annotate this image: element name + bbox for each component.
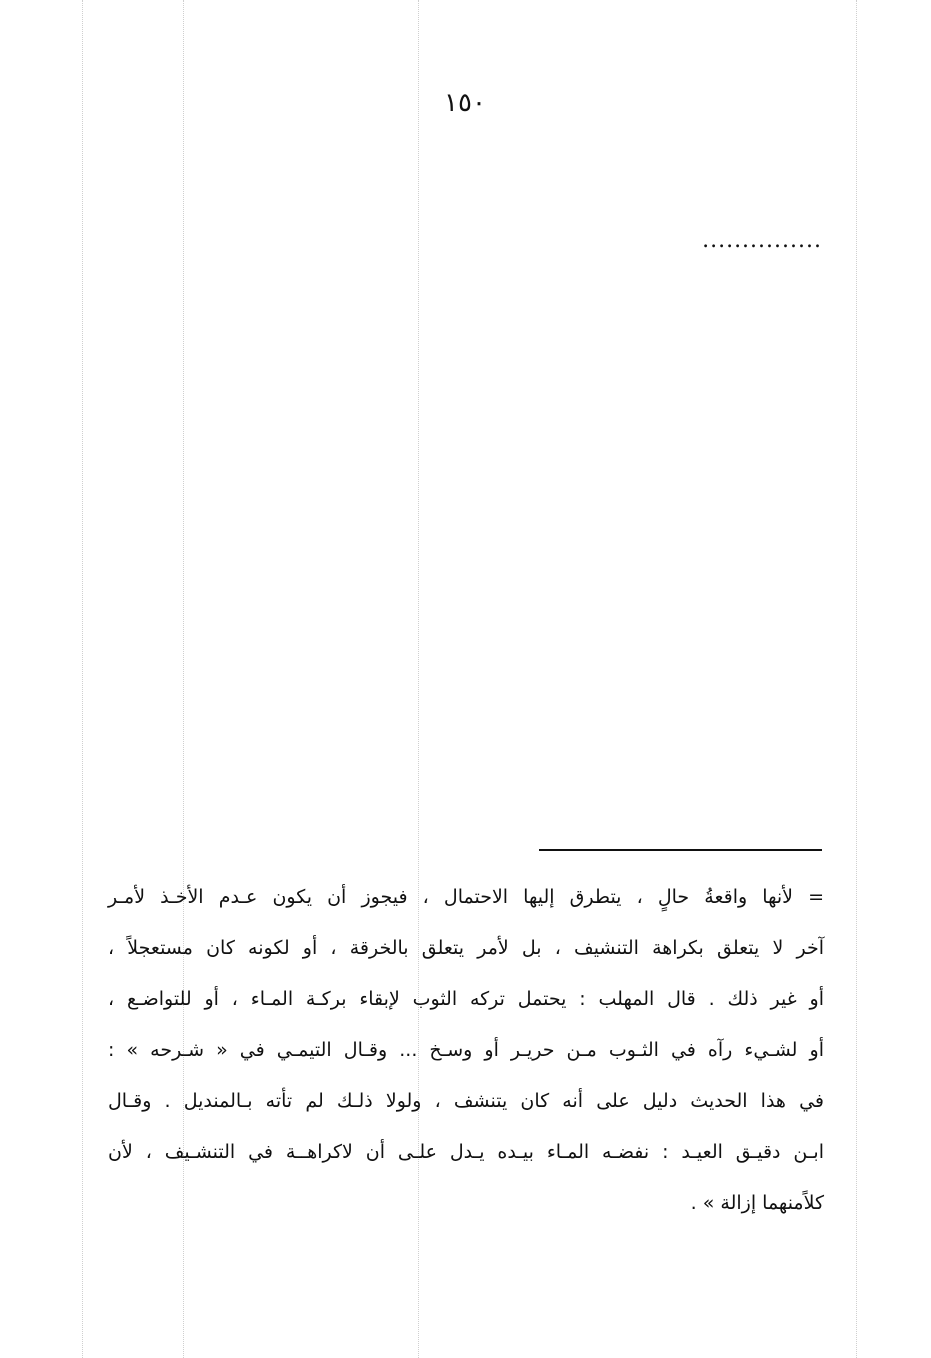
page-number: ١٥٠ <box>444 88 486 118</box>
footnote-line: أو غير ذلك . قال المهلب : يحتمل تركه الثوب لإبقاء بركـة المـاء ، أو للتواضـع ، <box>108 988 824 1010</box>
footnote-line: كلاًمنهما إزالة » . <box>690 1192 824 1214</box>
footnote-line: ابـن دقيـق العيـد : نفضـه المـاء بيـده يـدل علـى أن لاكراهــة في التنشـيف ، لأن <box>108 1141 824 1163</box>
footnote-block <box>108 874 824 1231</box>
footnote-line: في هذا الحديث دليل على أنه كان يتنشف ، ولولا ذلـك لم تأته بـالمنديل . وقـال <box>108 1090 824 1112</box>
ellipsis-marker: ............... <box>702 228 822 253</box>
footnote-line: أو لشـيء رآه في الثـوب مـن حريـر أو وسـخ ... وقـال التيمـي في « شـرحه » : <box>108 1039 824 1061</box>
scan-artifact-line <box>82 0 83 1358</box>
footnote-line: آخر لا يتعلق بكراهة التنشيف ، بل لأمر يتعلق بالخرقة ، أو لكونه كان مستعجلاً ، <box>108 937 824 959</box>
scan-artifact-line <box>856 0 857 1358</box>
footnote-separator <box>539 849 822 851</box>
footnote-line: = لأنها واقعةُ حالٍ ، يتطرق إليها الاحتمال ، فيجوز أن يكون عـدم الأخـذ لأمـر <box>108 886 824 908</box>
